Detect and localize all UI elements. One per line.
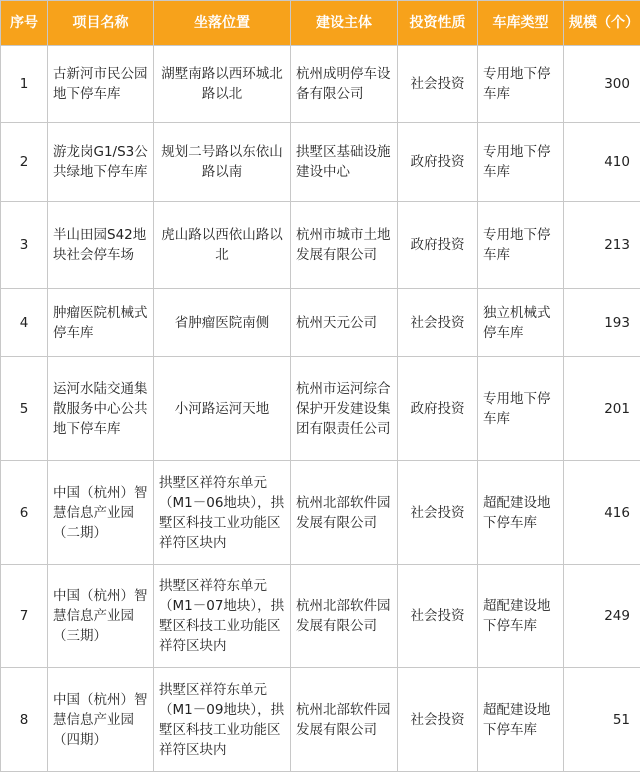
cell-location: 小河路运河天地: [154, 357, 291, 461]
cell-scale: 213: [564, 202, 640, 289]
cell-type: 专用地下停车库: [478, 202, 564, 289]
table-row: [1, 46, 640, 123]
cell-no: 2: [1, 123, 48, 202]
cell-scale: 201: [564, 357, 640, 461]
cell-builder: 拱墅区基础设施建设中心: [291, 123, 398, 202]
cell-no: 6: [1, 461, 48, 565]
cell-type: 专用地下停车库: [478, 123, 564, 202]
cell-location: 规划二号路以东依山路以南: [154, 123, 291, 202]
cell-type: 超配建设地下停车库: [478, 565, 564, 668]
cell-scale: 51: [564, 668, 640, 772]
cell-investment: 社会投资: [398, 461, 478, 565]
cell-location: 拱墅区祥符东单元（M1－07地块），拱墅区科技工业功能区祥符区块内: [154, 565, 291, 668]
cell-location: 虎山路以西依山路以北: [154, 202, 291, 289]
cell-type: 专用地下停车库: [478, 46, 564, 123]
cell-no: 8: [1, 668, 48, 772]
table-body: [1, 46, 640, 772]
header-scale: 规模（个）: [564, 1, 640, 46]
cell-location: 湖墅南路以西环城北路以北: [154, 46, 291, 123]
table-row: [1, 461, 640, 565]
table-row: [1, 123, 640, 202]
cell-name: 中国（杭州）智慧信息产业园（二期）: [48, 461, 154, 565]
cell-name: 古新河市民公园地下停车库: [48, 46, 154, 123]
cell-name: 中国（杭州）智慧信息产业园（三期）: [48, 565, 154, 668]
cell-builder: 杭州北部软件园发展有限公司: [291, 668, 398, 772]
table-row: [1, 565, 640, 668]
cell-scale: 416: [564, 461, 640, 565]
cell-no: 7: [1, 565, 48, 668]
cell-builder: 杭州北部软件园发展有限公司: [291, 565, 398, 668]
cell-name: 半山田园S42地块社会停车场: [48, 202, 154, 289]
table-row: [1, 668, 640, 772]
table-row: [1, 289, 640, 357]
cell-scale: 410: [564, 123, 640, 202]
cell-scale: 249: [564, 565, 640, 668]
cell-investment: 社会投资: [398, 46, 478, 123]
cell-builder: 杭州成明停车设备有限公司: [291, 46, 398, 123]
cell-type: 独立机械式停车库: [478, 289, 564, 357]
table-row: [1, 357, 640, 461]
cell-investment: 社会投资: [398, 668, 478, 772]
cell-no: 3: [1, 202, 48, 289]
cell-location: 拱墅区祥符东单元（M1－09地块），拱墅区科技工业功能区祥符区块内: [154, 668, 291, 772]
cell-no: 1: [1, 46, 48, 123]
header-type: 车库类型: [478, 1, 564, 46]
cell-builder: 杭州市运河综合保护开发建设集团有限责任公司: [291, 357, 398, 461]
cell-investment: 政府投资: [398, 123, 478, 202]
cell-investment: 政府投资: [398, 357, 478, 461]
header-no: 序号: [1, 1, 48, 46]
cell-no: 5: [1, 357, 48, 461]
cell-no: 4: [1, 289, 48, 357]
cell-investment: 社会投资: [398, 565, 478, 668]
cell-type: 超配建设地下停车库: [478, 668, 564, 772]
cell-builder: 杭州市城市土地发展有限公司: [291, 202, 398, 289]
cell-name: 中国（杭州）智慧信息产业园（四期）: [48, 668, 154, 772]
cell-name: 肿瘤医院机械式停车库: [48, 289, 154, 357]
header-location: 坐落位置: [154, 1, 291, 46]
table-header: [1, 1, 640, 46]
cell-type: 超配建设地下停车库: [478, 461, 564, 565]
cell-name: 游龙岗G1/S3公共绿地下停车库: [48, 123, 154, 202]
header-investment: 投资性质: [398, 1, 478, 46]
cell-investment: 社会投资: [398, 289, 478, 357]
cell-scale: 300: [564, 46, 640, 123]
cell-builder: 杭州天元公司: [291, 289, 398, 357]
header-row: [1, 1, 640, 46]
cell-investment: 政府投资: [398, 202, 478, 289]
cell-builder: 杭州北部软件园发展有限公司: [291, 461, 398, 565]
cell-location: 拱墅区祥符东单元（M1－06地块），拱墅区科技工业功能区祥符区块内: [154, 461, 291, 565]
cell-scale: 193: [564, 289, 640, 357]
cell-type: 专用地下停车库: [478, 357, 564, 461]
cell-name: 运河水陆交通集散服务中心公共地下停车库: [48, 357, 154, 461]
header-builder: 建设主体: [291, 1, 398, 46]
header-name: 项目名称: [48, 1, 154, 46]
cell-location: 省肿瘤医院南侧: [154, 289, 291, 357]
table-row: [1, 202, 640, 289]
